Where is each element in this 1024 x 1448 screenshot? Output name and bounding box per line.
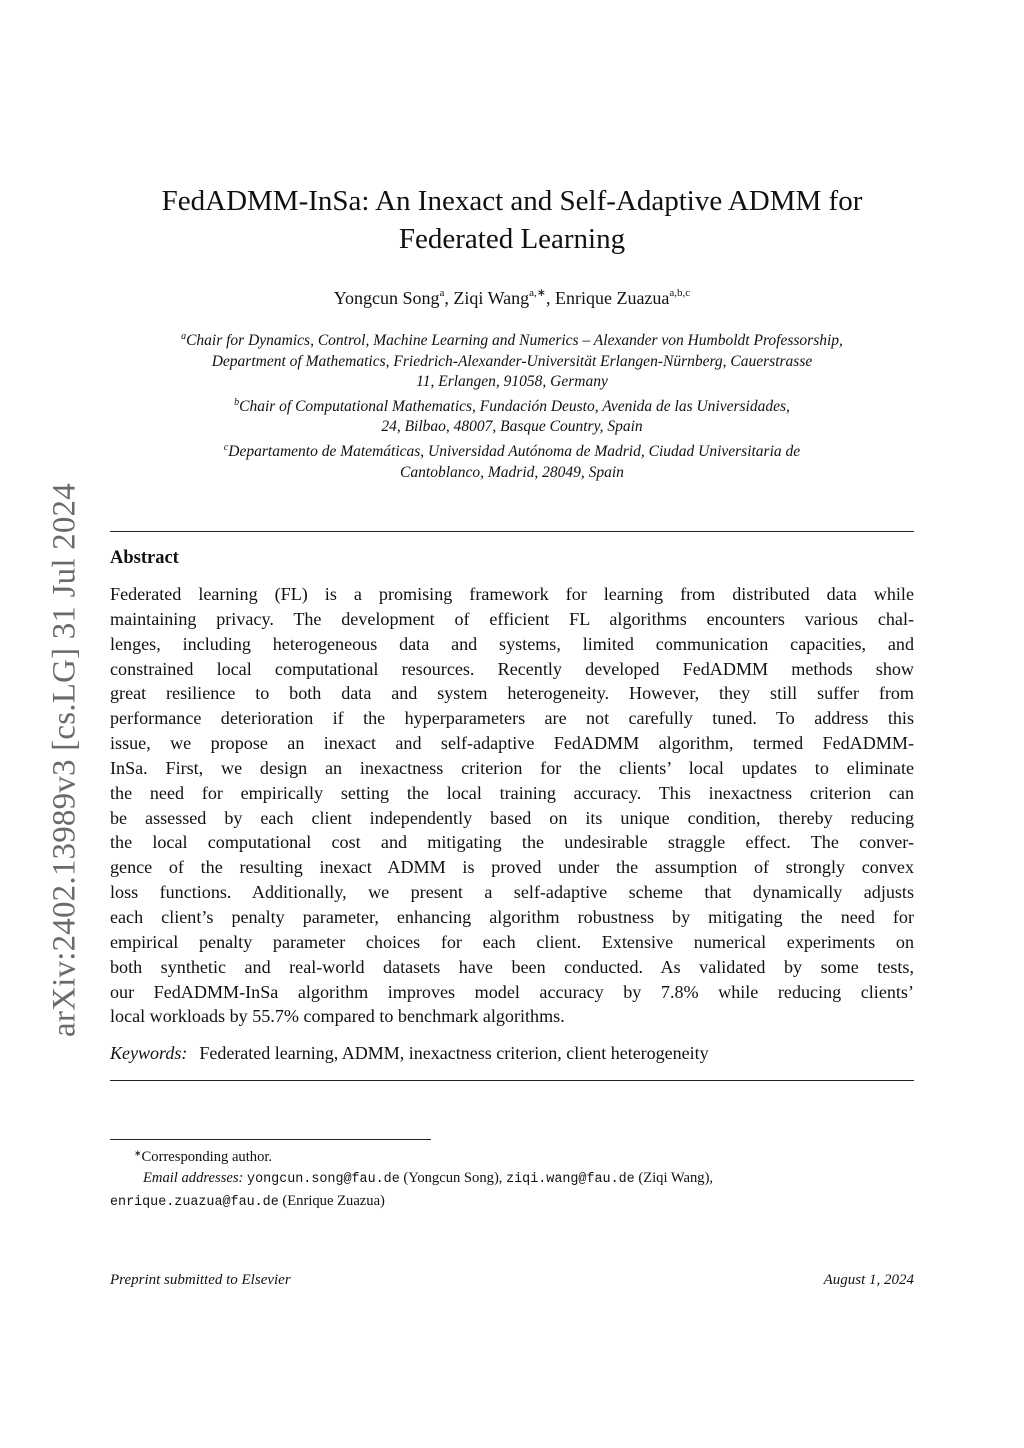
footnote-mark: ∗ [134, 1148, 142, 1158]
abstract-line: each client’s penalty parameter, enhancing algorithm robustness by mitigating the need for [110, 906, 914, 927]
arxiv-identifier[interactable]: arXiv:2402.13989v3 [cs.LG] 31 Jul 2024 [46, 483, 83, 1037]
affiliation-line: 24, Bilbao, 48007, Basque Country, Spain [381, 418, 643, 436]
author-name: Yongcun Song [333, 288, 440, 308]
footnote [110, 1143, 914, 1213]
author-separator: , [444, 288, 454, 308]
email-link[interactable]: enrique.zuazua@fau.de [110, 1194, 279, 1210]
author-affil-marker: a,b,c [669, 287, 691, 299]
abstract-line: InSa. First, we design an inexactness criterion for the clients’ local updates to eliminate [110, 757, 914, 778]
author-affil-marker: a,∗ [529, 287, 546, 299]
affiliation-marker: b [234, 396, 240, 408]
footnote-rule [110, 1139, 431, 1140]
abstract-body [110, 582, 914, 1029]
abstract-line: loss functions. Additionally, we present a self-adaptive scheme that dynamically adjusts [110, 882, 914, 903]
affiliation-marker: a [181, 331, 187, 342]
title-line-2: Federated Learning [398, 223, 626, 255]
author-name: Enrique Zuazua [554, 288, 670, 308]
email-line: Email addresses: yongcun.song@fau.de (Yongcun Song), ziqi.wang@fau.de (Ziqi Wang), [143, 1169, 714, 1187]
abstract-bottom-rule [110, 1080, 914, 1081]
keywords-label: Keywords: [110, 1043, 188, 1063]
affiliation-line: Cantoblanco, Madrid, 28049, Spain [400, 463, 624, 481]
affiliation-line: Department of Mathematics, Friedrich-Alexander-Universität Erlangen-Nürnberg, Cauerstrasse [211, 352, 813, 370]
author-affil-marker: a [439, 287, 445, 299]
affiliation-line: $^b$Chair of Computational Mathematics, Fundación Deusto, Avenida de las Universidades, [234, 396, 790, 415]
footer-preprint-note: Preprint submitted to Elsevier [110, 1272, 291, 1288]
abstract-line: maintaining privacy. The development of efficient FL algorithms encounters various chal- [110, 608, 914, 629]
footer-date: August 1, 2024 [823, 1272, 914, 1288]
affiliation-line: $^a$Chair for Dynamics, Control, Machine Learning and Numerics – Alexander von Humboldt Professorship, [181, 331, 843, 349]
keywords [110, 1043, 709, 1064]
abstract-line: local workloads by 55.7% compared to benchmark algorithms. [110, 1006, 565, 1027]
abstract-line: Federated learning (FL) is a promising framework for learning from distributed data while [110, 584, 914, 604]
abstract-line: the need for empirically setting the local training accuracy. This inexactness criterion can [110, 782, 914, 803]
abstract-line: great resilience to both data and system heterogeneity. However, they still suffer from [110, 683, 914, 704]
abstract-line: empirical penalty parameter choices for each client. Extensive numerical experiments on [110, 931, 914, 952]
email-link[interactable]: ziqi.wang@fau.de [506, 1171, 635, 1187]
affiliation-marker: c [223, 441, 229, 453]
abstract-line: performance deterioration if the hyperparameters are not carefully tuned. To address this [110, 708, 914, 729]
abstract-heading: Abstract [110, 548, 179, 568]
abstract-line: both synthetic and real-world datasets have been conducted. As validated by some tests, [110, 956, 914, 977]
author-separator: , [545, 288, 555, 308]
email-line: enrique.zuazua@fau.de (Enrique Zuazua) [110, 1192, 385, 1210]
abstract-line: gence of the resulting inexact ADMM is proved under the assumption of strongly convex [110, 857, 914, 878]
email-link[interactable]: yongcun.song@fau.de [247, 1171, 400, 1187]
abstract-top-rule [110, 531, 914, 532]
abstract-line: be assessed by each client independently based on its unique condition, thereby reducing [110, 807, 914, 828]
abstract-line: issue, we propose an inexact and self-adaptive FedADMM algorithm, termed FedADMM- [110, 733, 914, 754]
keywords-text: Federated learning, ADMM, inexactness criterion, client heterogeneity [199, 1043, 709, 1063]
email-label: Email addresses: [143, 1169, 244, 1186]
title-line-1: FedADMM-InSa: An Inexact and Self-Adaptive ADMM for [161, 185, 863, 217]
author-name: Ziqi Wang [453, 288, 530, 308]
affiliation-line: $^c$Departamento de Matemáticas, Universidad Autónoma de Madrid, Ciudad Universitaria de [223, 441, 801, 460]
abstract-line: the local computational cost and mitigating the undesirable straggle effect. The conver- [110, 832, 914, 853]
abstract-line: lenges, including heterogeneous data and systems, limited communication capacities, and [110, 633, 914, 654]
affiliations [110, 327, 914, 483]
affiliation-line: 11, Erlangen, 91058, Germany [416, 373, 608, 391]
abstract-line: constrained local computational resources. Recently developed FedADMM methods show [110, 658, 914, 679]
author-list [110, 286, 914, 309]
paper-title [110, 182, 914, 258]
abstract-line: our FedADMM-InSa algorithm improves model accuracy by 7.8% while reducing clients’ [110, 981, 914, 1002]
corresponding-author-note: ∗Corresponding author. [134, 1148, 273, 1165]
